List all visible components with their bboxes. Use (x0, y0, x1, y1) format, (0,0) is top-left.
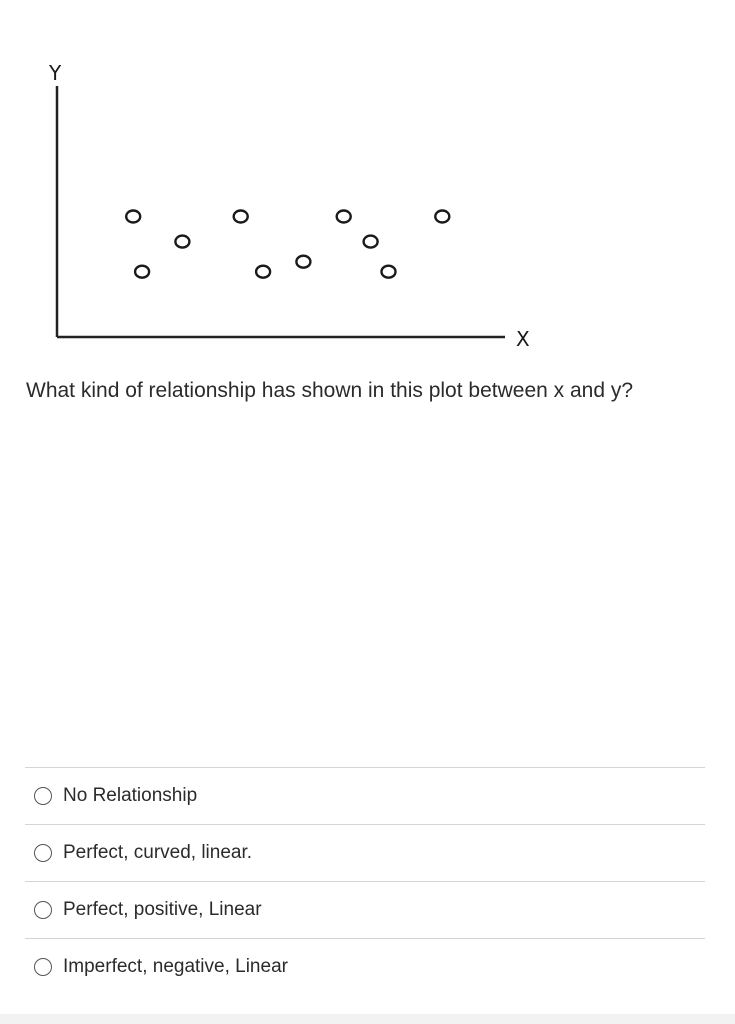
data-points (126, 211, 449, 278)
option-label: Perfect, positive, Linear (63, 899, 262, 920)
x-axis-label: X (516, 327, 530, 351)
data-point-7 (337, 211, 351, 223)
data-point-3 (175, 236, 189, 248)
scatter-plot-svg (0, 0, 735, 365)
data-point-2 (135, 266, 149, 278)
answer-options (25, 767, 705, 995)
option-label: Perfect, curved, linear. (63, 842, 253, 863)
data-point-10 (435, 211, 449, 223)
option-imperfect-negative-linear[interactable] (25, 939, 705, 995)
option-perfect-positive-linear[interactable] (25, 882, 705, 939)
option-label: Imperfect, negative, Linear (63, 956, 288, 977)
radio-button[interactable] (34, 787, 52, 805)
scatter-plot (0, 0, 735, 365)
radio-button[interactable] (34, 844, 52, 862)
question-text: What kind of relationship has shown in this plot between x and y? (26, 379, 634, 402)
radio-button[interactable] (34, 958, 52, 976)
option-perfect-curved-linear[interactable] (25, 825, 705, 882)
data-point-8 (364, 236, 378, 248)
data-point-4 (234, 211, 248, 223)
data-point-5 (256, 266, 270, 278)
page-bottom-edge (0, 1014, 735, 1024)
radio-button[interactable] (34, 901, 52, 919)
y-axis-label: Y (49, 61, 62, 85)
option-label: No Relationship (63, 785, 198, 806)
option-no-relationship[interactable] (25, 768, 705, 825)
data-point-9 (382, 266, 396, 278)
data-point-1 (126, 211, 140, 223)
data-point-6 (296, 256, 310, 268)
